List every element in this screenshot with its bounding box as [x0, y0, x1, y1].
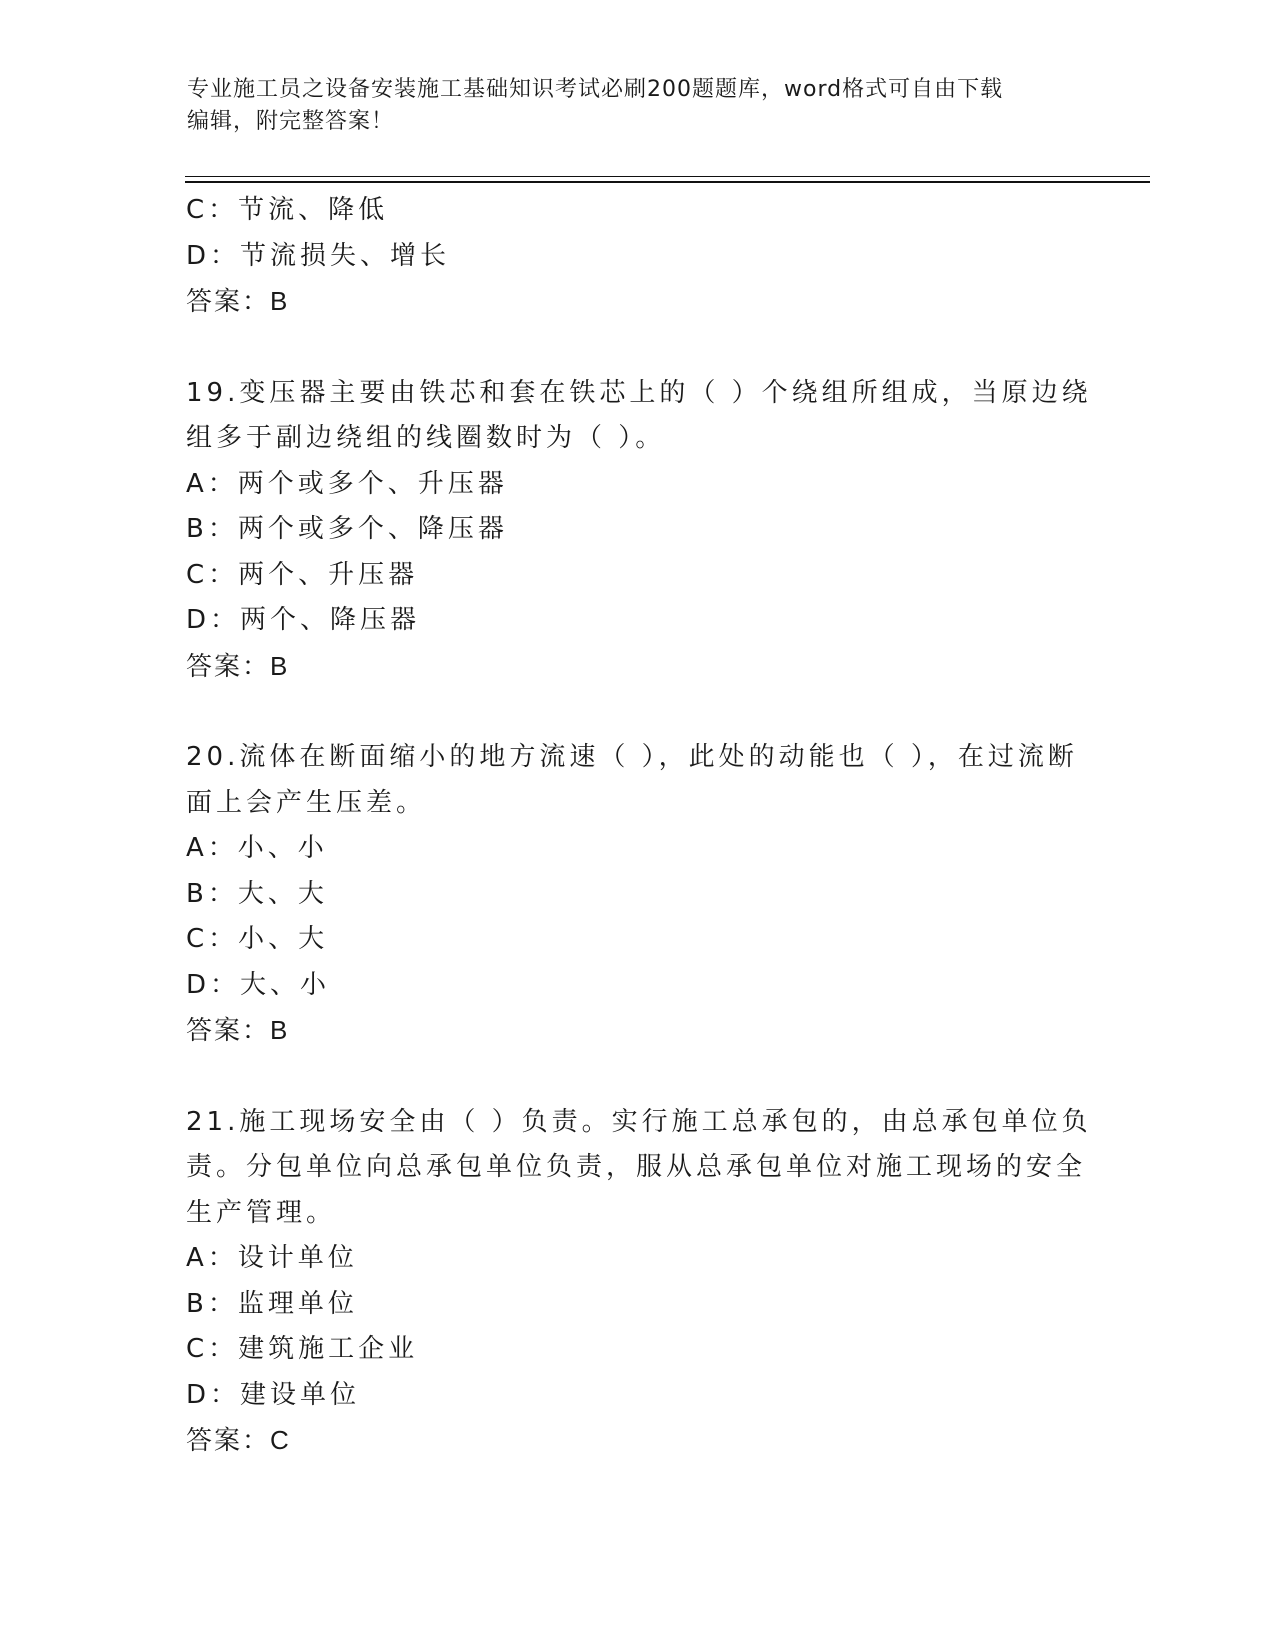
page-header	[187, 74, 1087, 138]
answer: 答案：B	[186, 286, 290, 316]
question-21	[186, 1100, 1092, 1464]
question-stem: 组多于副边绕组的线圈数时为（ ）。	[186, 423, 666, 453]
option-a: A：设计单位	[186, 1243, 358, 1273]
answer: 答案：C	[186, 1425, 291, 1455]
option-d: D：大、小	[186, 969, 331, 1000]
option-c: C：小、大	[186, 924, 329, 954]
answer: 答案：B	[186, 1015, 290, 1045]
header-title-line1: 专业施工员之设备安装施工基础知识考试必刷200题题库，word格式可自由下载	[187, 77, 1004, 102]
question-stem: 20.流体在断面缩小的地方流速（ ），此处的动能也（ ），在过流断	[186, 742, 1078, 772]
question-19	[186, 371, 1092, 690]
option-b: B：两个或多个、降压器	[186, 514, 508, 544]
header-divider-bottom	[185, 181, 1150, 183]
answer: 答案：B	[186, 650, 290, 681]
question-stem: 生产管理。	[186, 1197, 337, 1228]
option-c: C：建筑施工企业	[186, 1334, 419, 1364]
option-a: A：两个或多个、升压器	[186, 468, 508, 499]
option-b: B：大、大	[186, 878, 328, 909]
header-title-line2: 编辑，附完整答案！	[187, 109, 395, 134]
question-stem: 责。分包单位向总承包单位负责，服从总承包单位对施工现场的安全	[186, 1152, 1087, 1182]
question-20	[186, 735, 1086, 1054]
question-list	[186, 188, 1092, 1464]
question-stem: 21.施工现场安全由（ ）负责。实行施工总承包的，由总承包单位负	[186, 1106, 1092, 1137]
option-a: A：小、小	[186, 833, 328, 863]
header-divider-top	[185, 176, 1150, 177]
option-d: D：建设单位	[186, 1379, 361, 1410]
question-stem: 19.变压器主要由铁芯和套在铁芯上的（ ）个绕组所组成，当原边绕	[186, 377, 1092, 408]
option-d: D：两个、降压器	[186, 605, 421, 635]
question-stem: 面上会产生压差。	[186, 787, 427, 818]
option-d: D：节流损失、增长	[186, 240, 451, 271]
option-c: C：节流、降低	[186, 195, 389, 225]
option-c: C：两个、升压器	[186, 559, 419, 590]
question-18	[186, 188, 1086, 325]
option-b: B：监理单位	[186, 1288, 358, 1319]
